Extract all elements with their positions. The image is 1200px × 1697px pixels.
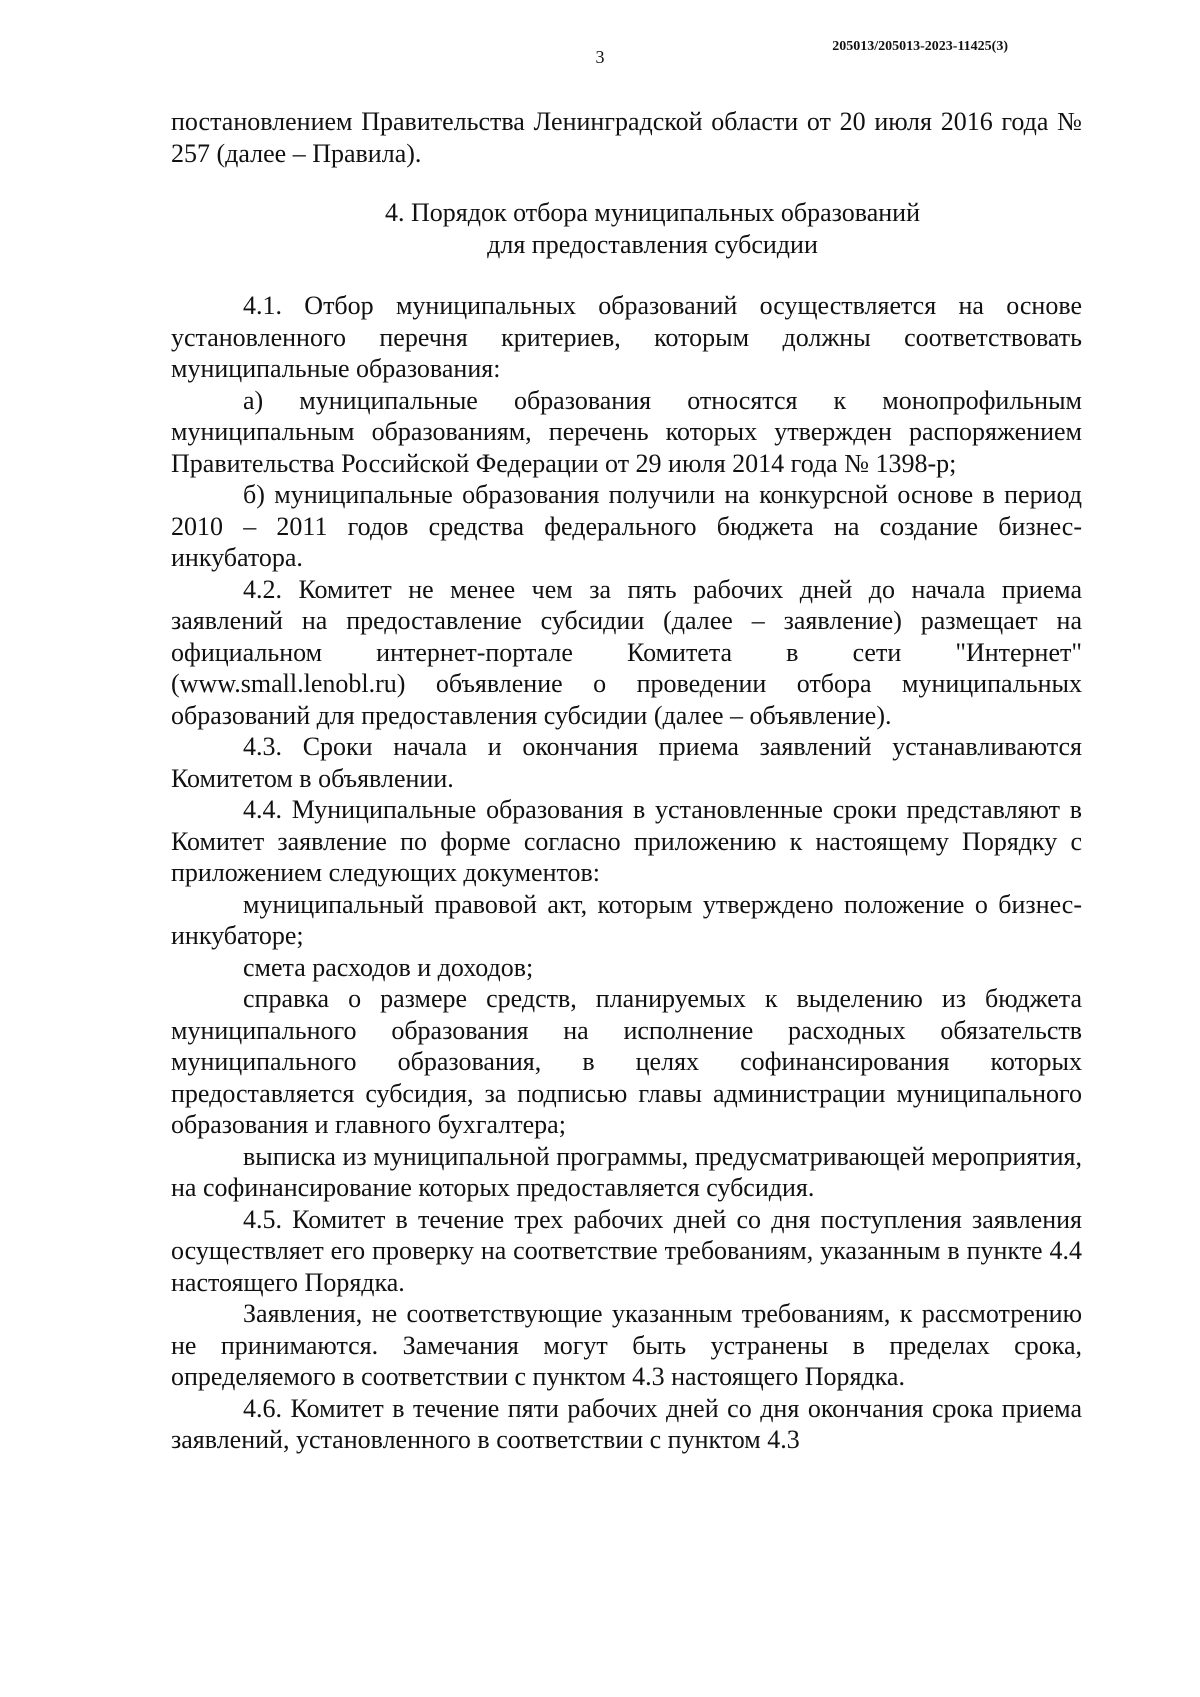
section-heading-line-1: 4. Порядок отбора муниципальных образований <box>385 198 920 227</box>
paragraph-4-1-a: а) муниципальные образования относятся к монопрофильным муниципальным образованиям, перечень которых утвержден распоряжением Правительства Российской Федерации от 29 июля 2014 года № 1398-р; <box>171 385 1082 478</box>
paragraph-4-4-document-2: смета расходов и доходов; <box>243 952 534 982</box>
intro-paragraph: постановлением Правительства Ленинградской области от 20 июля 2016 года № 257 (далее – Правила). <box>171 107 1082 168</box>
paragraph-4-4-document-1: муниципальный правовой акт, которым утверждено положение о бизнес-инкубаторе; <box>171 889 1082 950</box>
page-number: 3 <box>595 47 605 67</box>
paragraph-4-5: 4.5. Комитет в течение трех рабочих дней со дня поступления заявления осуществляет его проверку на соответствие требованиям, указанным в пункте 4.4 настоящего Порядка. <box>171 1204 1082 1297</box>
spacer <box>171 260 1082 290</box>
paragraph-4-4: 4.4. Муниципальные образования в установленные сроки представляют в Комитет заявление по форме согласно приложению к настоящему Порядку с приложением следующих документов: <box>171 795 1082 887</box>
paragraph-4-6: 4.6. Комитет в течение пяти рабочих дней со дня окончания срока приема заявлений, установленного в соответствии с пунктом 4.3 <box>171 1393 1082 1454</box>
paragraph-4-2: 4.2. Комитет не менее чем за пять рабочих дней до начала приема заявлений на предоставление субсидии (далее – заявление) размещает на официальном интернет-портале Комитета в сети "Интернет" (www.small.lenobl.ru) объявление о проведении отбора муниципальных образований для предоставления субсидии (далее – объявление). <box>171 574 1082 730</box>
paragraph-4-4-document-4: выписка из муниципальной программы, предусматривающей мероприятия, на софинансирование которых предоставляется субсидия. <box>171 1141 1082 1202</box>
paragraph-4-3: 4.3. Сроки начала и окончания приема заявлений устанавливаются Комитетом в объявлении. <box>171 732 1082 793</box>
spacer <box>171 169 1082 197</box>
section-heading-line-2: для предоставления субсидии <box>487 229 818 259</box>
paragraph-4-4-document-3: справка о размере средств, планируемых к выделению из бюджета муниципального образования на исполнение расходных обязательств муниципального образования, в целях софинансирования которых предоставляется субсидия, за подписью главы администрации муниципального образования и главного бухгалтера; <box>171 984 1082 1139</box>
paragraph-4-1-b: б) муниципальные образования получили на конкурсной основе в период 2010 – 2011 годов средства федерального бюджета на создание бизнес-инкубатора. <box>171 480 1082 572</box>
paragraph-4-5-continued: Заявления, не соответствующие указанным требованиям, к рассмотрению не принимаются. Замечания могут быть устранены в пределах срока, определяемого в соответствии с пунктом 4.3 настоящего Порядка. <box>171 1299 1082 1391</box>
document-id: 205013/205013-2023-11425(3) <box>832 39 1008 54</box>
paragraph-4-1: 4.1. Отбор муниципальных образований осуществляется на основе установленного перечня критериев, которым должны соответствовать муниципальные образования: <box>171 291 1082 383</box>
document-body <box>171 106 1082 1456</box>
